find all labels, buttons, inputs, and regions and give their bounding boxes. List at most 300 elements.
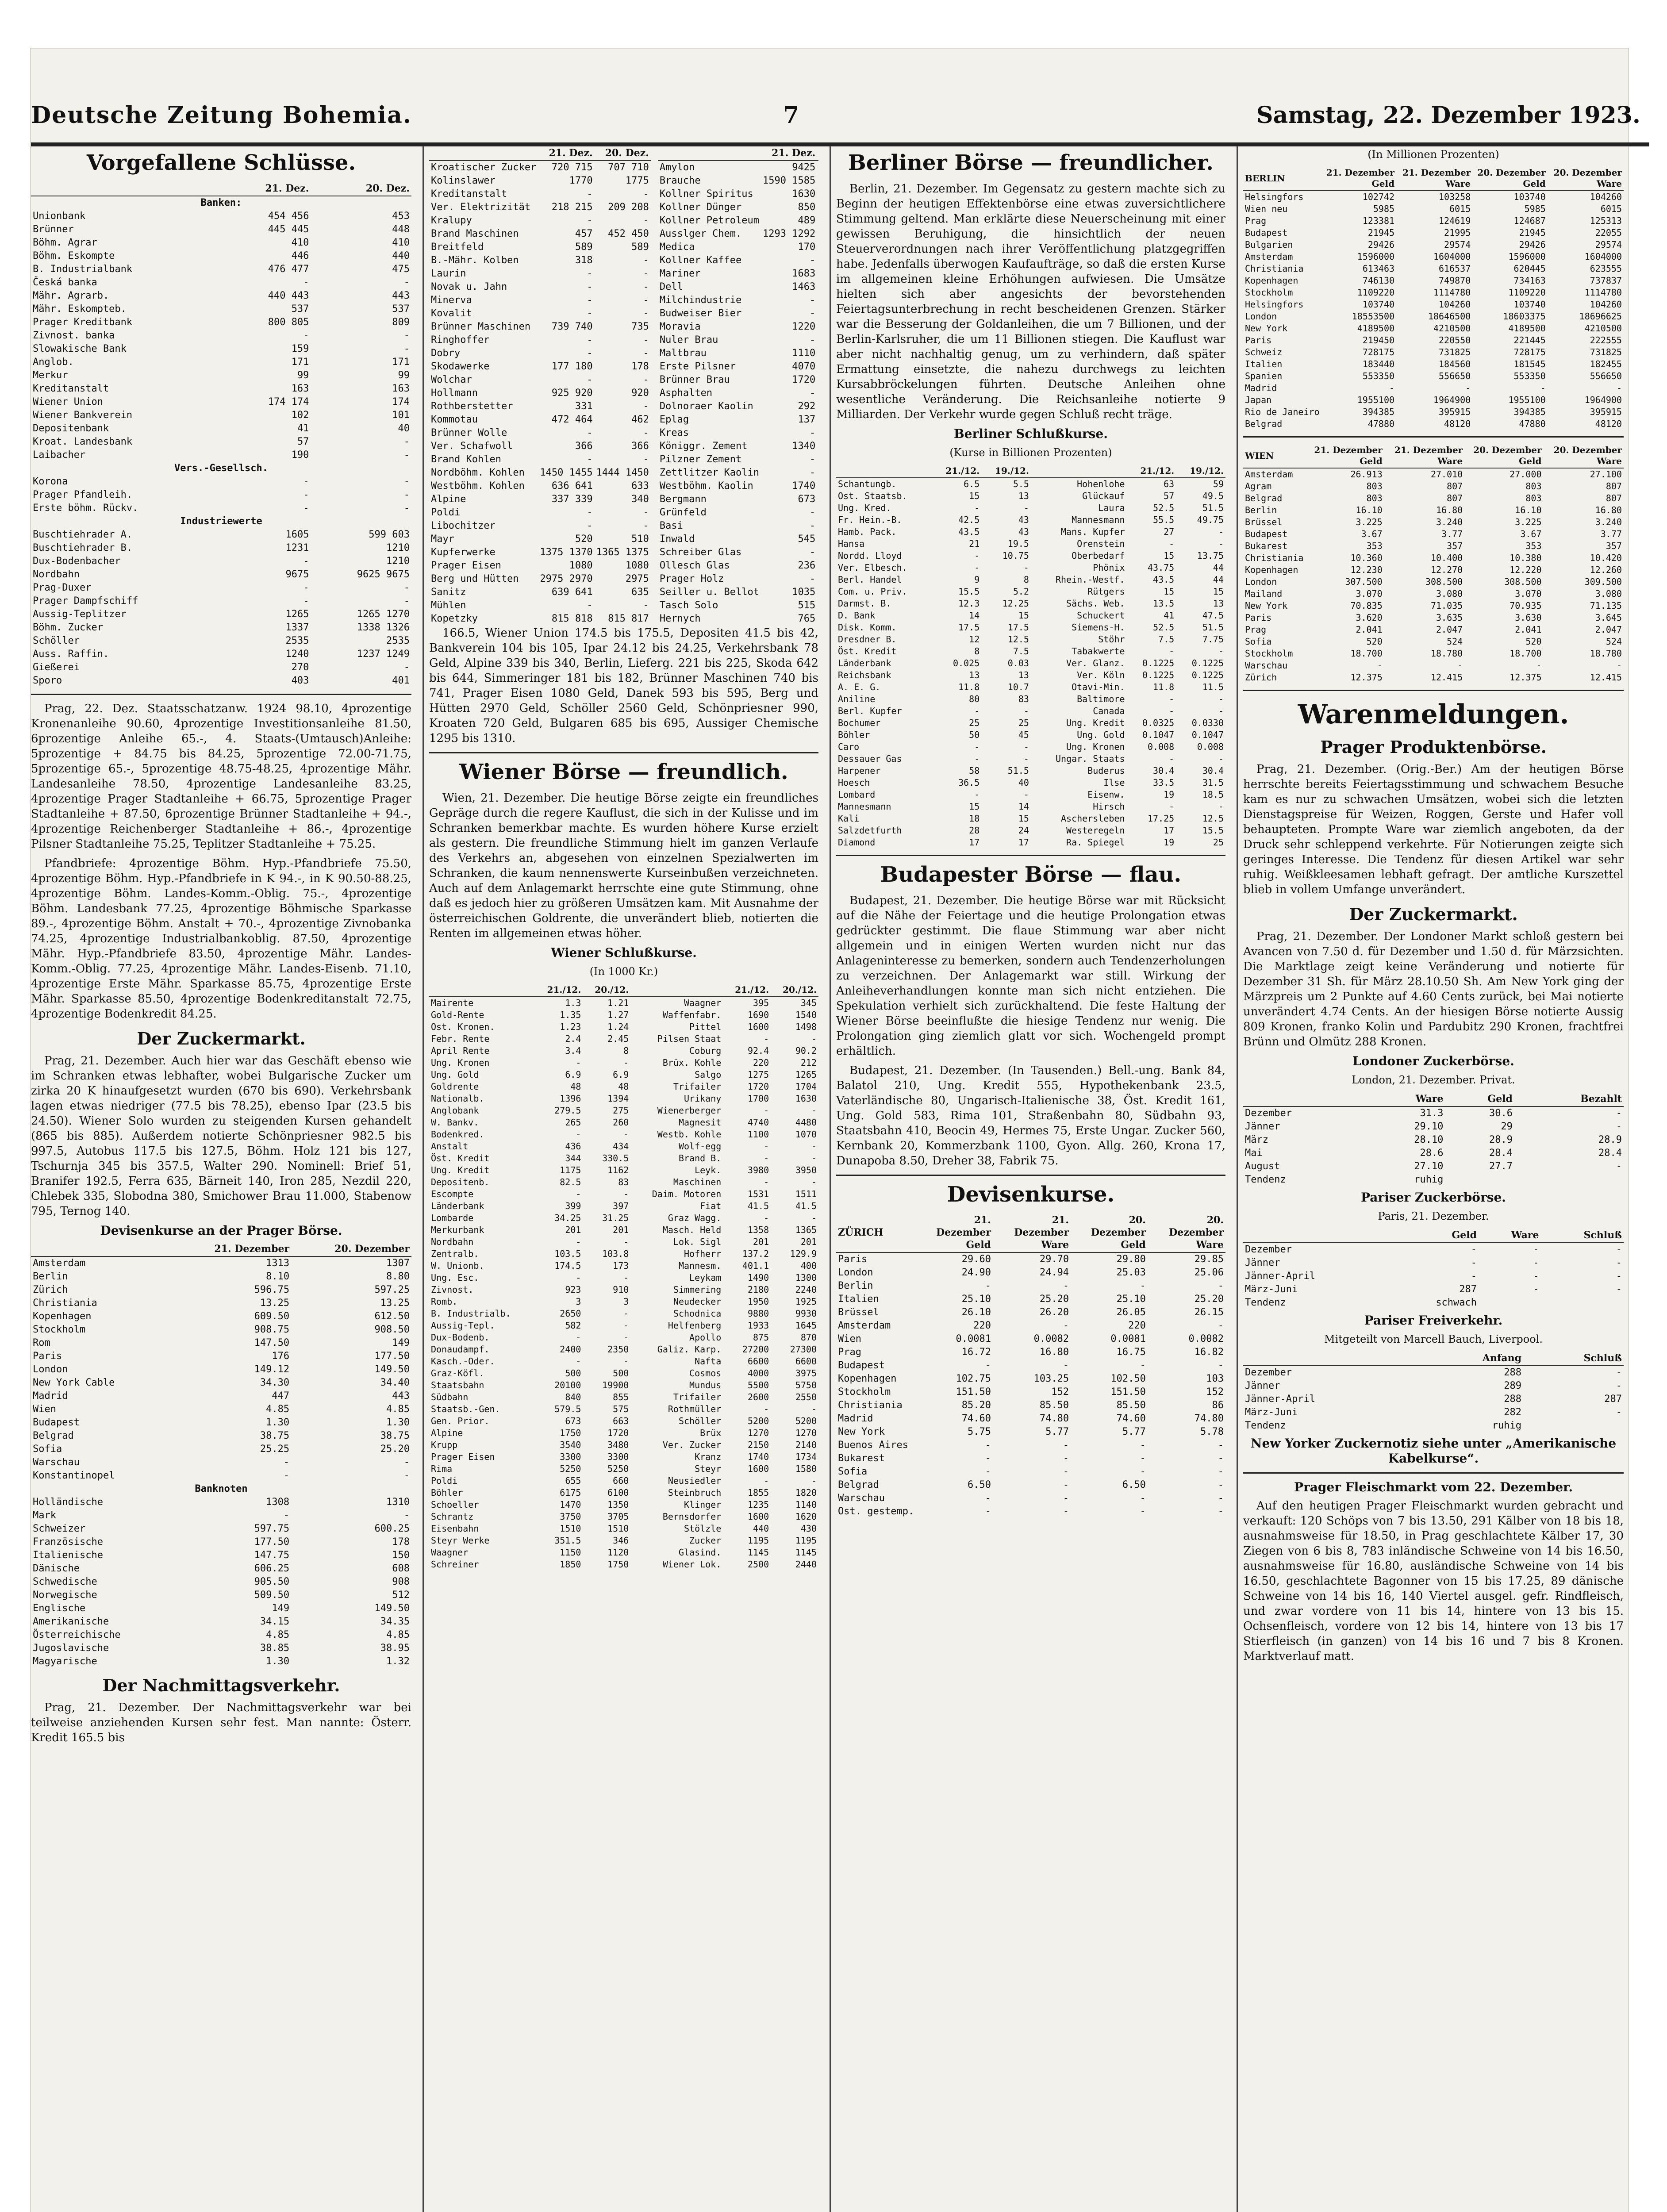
table-cell: 616537: [1439, 263, 1471, 274]
table-cell: -: [1063, 1440, 1069, 1451]
table-row: [836, 837, 1225, 849]
table-cell: 1275: [747, 1069, 769, 1080]
table-cell: Maschinen: [673, 1177, 722, 1187]
table-cell: Dolnoraer Kaolin: [659, 401, 753, 412]
table-cell: 2.041: [1515, 624, 1542, 635]
table-cell: Magnesit: [678, 1117, 722, 1128]
table-row: [1243, 406, 1624, 418]
table-cell: -: [1023, 503, 1029, 513]
table-cell: -: [1616, 1407, 1622, 1418]
table-row: [31, 1549, 411, 1562]
table-cell: 9: [974, 574, 980, 585]
table-row: [429, 1105, 818, 1117]
table-cell: Schöller: [678, 1416, 722, 1426]
table-cell: Sächs. Web.: [1066, 598, 1125, 609]
table-cell: Schwedische: [33, 1576, 97, 1587]
table-cell: 2.4: [565, 1033, 581, 1044]
table-cell: -: [587, 454, 593, 465]
table-cell: -: [811, 1404, 817, 1414]
table-row: [1243, 1296, 1624, 1310]
table-cell: -: [810, 547, 816, 558]
table-cell: 337 339: [551, 494, 593, 505]
table-cell: 12.260: [1590, 565, 1622, 575]
table-head-row: [1243, 1351, 1624, 1366]
table-cell: 149.12: [254, 1364, 290, 1375]
table-head-cell: 19./12.: [1176, 465, 1225, 478]
table-cell: 29426: [1519, 239, 1546, 250]
table-cell: -: [810, 573, 816, 584]
table-cell: 6600: [795, 1356, 817, 1367]
table-cell: 2975: [625, 573, 649, 584]
table-cell: 309.500: [1584, 576, 1622, 587]
table-cell: Donaudampf.: [431, 1344, 490, 1355]
table-cell: Mannesmann: [1072, 515, 1125, 525]
columns: [31, 146, 1624, 2212]
table-cell: [817, 453, 818, 466]
table-cell: 3975: [795, 1368, 817, 1379]
table-row: [1243, 287, 1624, 299]
table-cell: 10.360: [1350, 553, 1383, 563]
table-cell: Anglobank: [431, 1105, 479, 1116]
table-cell: -: [403, 343, 410, 354]
table-cell: Ver. Köln: [1077, 670, 1125, 680]
table-head-cell: 21. Dezember Geld: [1321, 166, 1396, 191]
table-cell: Dezember: [1245, 1367, 1292, 1378]
rule: [31, 694, 411, 695]
table-cell: -: [623, 1129, 629, 1140]
table-cell: [817, 506, 818, 519]
table-cell: Amsterdam: [1245, 251, 1293, 262]
table-row: [429, 1141, 818, 1152]
table-cell: 270: [291, 662, 309, 673]
table-cell: Japan: [1245, 395, 1272, 405]
table-cell: 43.5: [1153, 574, 1175, 585]
table-cell: 1720: [747, 1081, 769, 1092]
table-cell: Spanien: [1245, 371, 1283, 381]
article-title: Der Nachmittagsverkehr.: [102, 1675, 340, 1695]
table-row: [429, 373, 651, 387]
table-row: [836, 1399, 1225, 1412]
table-cell: Kopetzky: [431, 613, 478, 624]
table-cell: -: [1140, 1466, 1146, 1477]
table-row: [429, 334, 651, 347]
table-cell: 12.5: [1202, 813, 1224, 824]
table-cell: -: [810, 520, 816, 531]
table-cell: 103.8: [602, 1248, 629, 1259]
table-cell: [817, 586, 818, 599]
table-cell: 908: [392, 1576, 410, 1587]
table-cell: -: [1023, 562, 1029, 573]
table-row: [1243, 1243, 1624, 1256]
table-cell: 44: [1213, 562, 1224, 573]
table-cell: -: [643, 308, 649, 319]
table-cell: 25: [1018, 718, 1029, 728]
table-row: [658, 426, 818, 440]
table-head-row: [1243, 166, 1624, 191]
table-cell: 9880: [747, 1308, 769, 1319]
table-cell: -: [403, 330, 410, 341]
table-cell: März-Juni: [1245, 1284, 1298, 1295]
table-cell: März: [1245, 1134, 1268, 1145]
table-cell: Österreichische: [33, 1629, 121, 1640]
table-cell: -: [643, 188, 649, 200]
table-cell: 3.225: [1515, 517, 1542, 527]
table-cell: -: [1023, 789, 1029, 800]
table-cell: -: [1540, 383, 1546, 393]
table-cell: -: [1063, 1453, 1069, 1464]
table-cell: 149.50: [374, 1603, 410, 1614]
table-row: [429, 453, 651, 466]
table-cell: 1313: [266, 1258, 290, 1269]
table-row: [1243, 600, 1624, 612]
table-row: [31, 1443, 411, 1456]
table-cell: 400: [800, 1260, 817, 1271]
table-cell: -: [1063, 1466, 1069, 1477]
table-cell: -: [643, 520, 649, 531]
table-cell: Brüssel: [1245, 517, 1283, 527]
table-row: [836, 813, 1225, 825]
closing-prices-table: [31, 181, 411, 687]
table-row: [836, 574, 1225, 586]
table-cell: Nordbahn: [431, 1237, 474, 1247]
table-cell: 734163: [1513, 275, 1546, 286]
table-row: [429, 1117, 818, 1129]
table-row: [31, 621, 411, 634]
table-row: [658, 599, 818, 612]
table-cell: 171: [392, 357, 410, 368]
table-cell: New York: [1245, 600, 1288, 611]
table-cell: -: [1218, 1280, 1224, 1291]
table-row: [429, 280, 651, 294]
table-cell: -: [1533, 1244, 1539, 1255]
table-cell: Seiller u. Bellot: [659, 587, 760, 598]
table-cell: Budapest: [1245, 227, 1288, 238]
table-cell: 25.25: [260, 1444, 290, 1455]
table-cell: 462: [631, 414, 649, 425]
table-cell: Pittel: [689, 1022, 722, 1032]
table-cell: 1964900: [1433, 395, 1471, 405]
table-cell: 212: [800, 1057, 817, 1068]
table-cell: 6.50: [967, 1479, 991, 1490]
table-cell: 104260: [1590, 299, 1622, 310]
table-cell: 582: [565, 1320, 581, 1331]
table-cell: ruhig: [1492, 1420, 1521, 1431]
table-cell: 1365: [795, 1225, 817, 1235]
table-cell: -: [303, 277, 309, 288]
table-row: [429, 413, 651, 426]
table-cell: -: [1457, 660, 1463, 671]
table-head-cell: 21. Dezember Ware: [1384, 444, 1464, 468]
table-cell: -: [1023, 753, 1029, 764]
article-paragraph: Prag, 21. Dezember. Der Nachmittagsverkehr war bei teilweise anziehenden Kursen sehr fest. Man nannte: Österr. Kredit 165.5 bis: [31, 1701, 411, 1744]
table-cell: Schrantz: [431, 1511, 474, 1522]
table-cell: Anglob.: [33, 357, 74, 368]
closing-prices-table: [658, 146, 818, 626]
table-cell: Königgr. Zement: [659, 441, 748, 452]
table-row: [1243, 480, 1624, 492]
table-cell: Kolinslawer: [431, 175, 495, 186]
table-cell: 25.03: [1116, 1267, 1146, 1278]
table-cell: -: [1218, 1360, 1224, 1371]
table-head-cell: 20./12.: [771, 983, 818, 997]
table-cell: -: [587, 520, 593, 531]
table-cell: 19: [1164, 837, 1175, 848]
table-cell: August: [1245, 1161, 1280, 1172]
table-cell: [817, 307, 818, 320]
table-row: [836, 645, 1225, 657]
table-cell: -: [1616, 1380, 1622, 1391]
table-cell: Ost. Kronen.: [431, 1022, 495, 1032]
table-head-cell: [429, 983, 535, 997]
table-cell: -: [403, 489, 410, 500]
table-cell: Lombard: [838, 789, 876, 800]
table-cell: 1300: [795, 1272, 817, 1283]
table-row: [429, 1523, 818, 1535]
table-cell: Erste Pilsner: [659, 361, 736, 372]
table-cell: Basi: [659, 520, 683, 531]
table-cell: 1358: [747, 1225, 769, 1235]
table-row: [31, 263, 411, 276]
table-cell: -: [643, 507, 649, 518]
table-cell: März-Juni: [1245, 1407, 1298, 1418]
table-cell: 123381: [1362, 215, 1395, 226]
table-subtitle: London, 21. Dezember. Privat.: [1352, 1074, 1515, 1086]
table-cell: 1240: [285, 649, 309, 660]
table-cell: 809: [392, 317, 410, 328]
table-row: [1243, 251, 1624, 263]
table-cell: -: [587, 281, 593, 292]
table-cell: Schöller: [33, 635, 80, 646]
table-cell: 737837: [1590, 275, 1622, 286]
table-cell: 27300: [790, 1344, 817, 1355]
table-cell: 1604000: [1584, 251, 1622, 262]
table-head-cell: [658, 146, 761, 161]
table-cell: Milchindustrie: [659, 295, 742, 306]
table-cell: 15: [1213, 586, 1224, 597]
table-cell: 34.35: [380, 1616, 410, 1627]
table-cell: -: [985, 1493, 991, 1504]
table-cell: -: [1140, 1360, 1146, 1371]
table-cell: -: [1169, 538, 1175, 549]
table-row: [1243, 528, 1624, 540]
table-head-cell: 21. Dezember Ware: [1396, 166, 1472, 191]
table-cell: Belgrad: [1245, 419, 1283, 429]
table-cell: 19900: [602, 1380, 629, 1390]
table-cell: Glasind.: [678, 1547, 722, 1558]
table-cell: Öst. Kredit: [431, 1153, 490, 1164]
table-cell: Mannesm.: [678, 1260, 722, 1271]
table-cell: Ver. Elbesch.: [838, 562, 907, 573]
table-cell: Agram: [1245, 481, 1272, 492]
table-head-cell: [429, 146, 538, 161]
table-cell: Buderus: [1087, 765, 1125, 776]
table-cell: -: [1063, 1493, 1069, 1504]
table-cell: Novak u. Jahn: [431, 281, 507, 292]
table-cell: Brüx. Kohle: [662, 1057, 722, 1068]
table-cell: -: [623, 1189, 629, 1199]
table-cell: 4189500: [1508, 323, 1546, 334]
table-cell: -: [1471, 1244, 1477, 1255]
table-cell: -: [623, 1320, 629, 1331]
table-cell: -: [303, 476, 309, 487]
table-cell: 52.5: [1153, 503, 1175, 513]
table-cell: 43: [1018, 515, 1029, 525]
table-cell: 1925: [795, 1296, 817, 1307]
table-cell: 1265 1270: [357, 609, 410, 620]
table-cell: 29574: [1444, 239, 1471, 250]
rule: [836, 855, 1225, 856]
table-cell: Wiener Lok.: [662, 1559, 722, 1570]
table-cell: -: [985, 1440, 991, 1451]
table-cell: 330.5: [602, 1153, 629, 1164]
table-row: [31, 303, 411, 316]
table-cell: Rothmüller: [668, 1404, 722, 1414]
table-cell: Christiania: [1245, 553, 1304, 563]
table-cell: 1950: [747, 1296, 769, 1307]
table-cell: 28: [969, 825, 980, 836]
table-cell: -: [587, 334, 593, 346]
table-cell: 12.3: [958, 598, 980, 609]
table-row: [31, 1297, 411, 1310]
table-cell: 454 456: [268, 211, 309, 222]
table-cell: Kopenhagen: [1245, 565, 1298, 575]
table-cell: Mühlen: [431, 600, 466, 611]
table-row: [658, 453, 818, 466]
table-cell: 11.5: [1202, 682, 1224, 692]
table-cell: 1704: [795, 1081, 817, 1092]
table-cell: 103.5: [554, 1248, 581, 1259]
table-head-cell: 20. Dezember: [291, 1242, 411, 1256]
table-cell: 3.070: [1356, 588, 1383, 599]
table-row: [429, 1547, 818, 1559]
table-cell: 920: [631, 388, 649, 399]
table-cell: Jänner: [1245, 1257, 1280, 1268]
table-cell: Darmst. B.: [838, 598, 891, 609]
table-cell: 3.080: [1595, 588, 1622, 599]
table-cell: 103.25: [1033, 1373, 1069, 1384]
table-cell: 287: [1604, 1394, 1622, 1405]
table-cell: Korona: [33, 476, 68, 487]
table-row: [1243, 1270, 1624, 1283]
table-cell: -: [587, 374, 593, 385]
table-cell: 12.415: [1590, 672, 1622, 683]
table-row: [429, 1308, 818, 1320]
table-row: [429, 1367, 818, 1379]
table-cell: Hansa: [838, 538, 865, 549]
table-cell: -: [587, 188, 593, 200]
table-cell: -: [587, 268, 593, 279]
table-cell: 6.5: [964, 479, 980, 489]
table-row: [836, 1439, 1225, 1452]
table-row: [658, 161, 818, 174]
table-cell: [817, 227, 818, 241]
table-cell: -: [1616, 1284, 1622, 1295]
table-cell: 3.630: [1515, 612, 1542, 623]
column-2: [429, 146, 818, 2212]
table-cell: Ringhoffer: [431, 334, 490, 346]
table-cell: 1109220: [1508, 287, 1546, 298]
table-cell: 182455: [1590, 359, 1622, 369]
table-cell: -: [974, 550, 980, 561]
table-cell: 807: [1606, 481, 1622, 492]
table-head-cell: 20. Dezember Ware: [1148, 1213, 1225, 1252]
table-row: [658, 320, 818, 334]
table-cell: -: [810, 454, 816, 465]
table-row: [429, 586, 651, 599]
table-cell: Wolchar: [431, 374, 472, 385]
table-cell: 59: [1213, 479, 1224, 489]
table-cell: 29426: [1367, 239, 1395, 250]
table-head-cell: 19./12.: [981, 465, 1031, 478]
table-head-cell: Ware: [1365, 1092, 1445, 1106]
table-cell: 609.50: [254, 1311, 290, 1322]
table-cell: 103258: [1439, 192, 1471, 202]
table-cell: 174 174: [268, 396, 309, 407]
table-cell: 201: [565, 1225, 581, 1235]
table-title: Pariser Zuckerbörse.: [1360, 1190, 1506, 1205]
table-cell: 1630: [792, 188, 816, 200]
table-cell: 163: [392, 383, 410, 394]
table-cell: 307.500: [1345, 576, 1383, 587]
table-cell: -: [811, 1105, 817, 1116]
table-cell: -: [1140, 1440, 1146, 1451]
table-cell: -: [1218, 526, 1224, 537]
table-cell: 556650: [1590, 371, 1622, 381]
table-cell: 4.85: [266, 1404, 290, 1415]
table-cell: Böhm. Zucker: [33, 622, 103, 633]
table-cell: Dezember: [1245, 1244, 1292, 1255]
table-cell: 22055: [1595, 227, 1622, 238]
table-cell: 12.375: [1350, 672, 1383, 683]
table-cell: 1162: [607, 1165, 629, 1175]
table-cell: -: [576, 1189, 581, 1199]
article-paragraph: Budapest, 21. Dezember. Die heutige Börse war mit Rücksicht auf die Nähe der Feiertage und die heutige Prolongation etwas gedrückter gestimmt. Die flaue Stimmung war aber nicht allgemein und in einigen Werten wurden nicht nur das Anlageninteresse zu bemerken, sondern auch Tendenzerholungen zu verzeichnen. Der Anlagemarkt war still. Wirkung der Anleiheverhandlungen konnte man sich nicht entziehen. Die Spekulation verhielt sich zurückhaltend. Die feste Haltung der Wiener Börse beeinflußte die hiesige Tendenz nur wenig. Die Prolongation ging ziemlich glatt vor sich. Wochengeld prompt erhältlich.: [836, 894, 1225, 1058]
table-cell: Kopenhagen: [838, 1373, 897, 1384]
table-cell: 448: [392, 224, 410, 235]
table-cell: 12.270: [1430, 565, 1463, 575]
table-title: Londoner Zuckerbörse.: [1352, 1054, 1514, 1068]
table-cell: [817, 254, 818, 267]
table-cell: 2975 2970: [540, 573, 593, 584]
table-cell: -: [643, 295, 649, 306]
table-cell: 575: [613, 1404, 629, 1414]
table-cell: 27200: [742, 1344, 769, 1355]
table-row: [429, 1499, 818, 1511]
table-row: [429, 188, 651, 201]
table-head-cell: [1243, 1228, 1390, 1243]
table-cell: Oberbedarf: [1072, 550, 1125, 561]
table-row: [658, 373, 818, 387]
page-number: 7: [783, 102, 799, 129]
table-cell: 27.7: [1489, 1161, 1513, 1172]
table-cell: Minerva: [431, 295, 472, 306]
table-head-cell: 21. Dezember Ware: [993, 1213, 1071, 1252]
table-cell: Ra. Spiegel: [1066, 837, 1125, 848]
table-cell: 47880: [1367, 419, 1395, 429]
table-cell: 137: [798, 414, 816, 425]
table-cell: 85.50: [1116, 1400, 1146, 1411]
table-cell: Gen. Prior.: [431, 1416, 490, 1426]
table-cell: 85.50: [1039, 1400, 1069, 1411]
table-row: [31, 210, 411, 223]
table-row: [31, 1509, 411, 1522]
table-cell: Libochitzer: [431, 520, 495, 531]
rule: [429, 752, 818, 753]
table-cell: 28.10: [1414, 1134, 1444, 1145]
table-cell: 201: [753, 1237, 769, 1247]
table-cell: Kasch.-Oder.: [431, 1356, 495, 1367]
table-row: [31, 422, 411, 435]
